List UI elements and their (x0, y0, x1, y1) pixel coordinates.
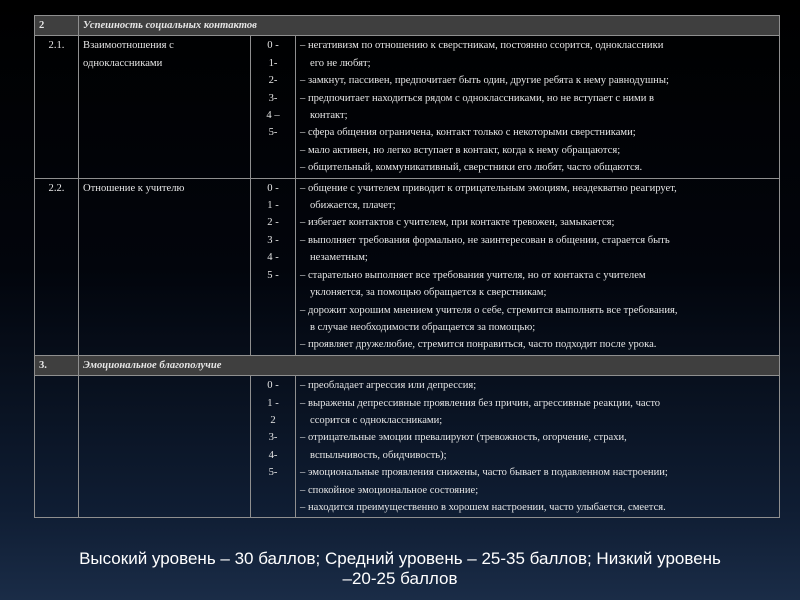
description-line: – негативизм по отношению к сверстникам, постоянно ссорится, одноклассники (300, 40, 664, 52)
table-row (35, 178, 780, 355)
description-list (296, 376, 780, 518)
description-list (296, 36, 780, 178)
section-title: Успешность социальных контактов (79, 16, 780, 36)
score-label: 1 - (267, 200, 279, 212)
row-number (35, 376, 79, 518)
description-line: уклоняется, за помощью обращается к сверстникам; (310, 287, 547, 299)
score-label: 0 - (267, 380, 279, 392)
section-number: 2 (35, 16, 79, 36)
description-line: – проявляет дружелюбие, стремится понравиться, часто подходит после урока. (300, 339, 657, 351)
row-criterion (79, 376, 251, 518)
score-label: 0 - (267, 182, 279, 194)
description-line: – выполняет требования формально, не заинтересован в общении, старается быть (300, 234, 670, 246)
score-label: 2 - (267, 217, 279, 229)
row-number: 2.1. (35, 36, 79, 178)
section-header (35, 355, 780, 375)
description-line: – эмоциональные проявления снижены, часто бывает в подавленном настроении; (300, 467, 668, 479)
score-label: 2 (270, 414, 276, 426)
description-line: – предпочитает находиться рядом с одноклассниками, но не вступает с ними в (300, 92, 655, 104)
section-header (35, 16, 780, 36)
score-label: 5 - (267, 269, 279, 281)
description-line: – дорожит хорошим мнением учителя о себе, стремится выполнять все требования, (300, 304, 678, 316)
description-line: – сфера общения ограничена, контакт только с некоторыми сверстниками; (300, 127, 636, 139)
description-line: контакт; (310, 110, 348, 122)
assessment-table (34, 15, 780, 518)
score-label: 5- (268, 467, 278, 479)
description-line: – замкнут, пассивен, предпочитает быть один, другие ребята к нему равнодушны; (300, 75, 669, 87)
description-line: – отрицательные эмоции превалируют (тревожность, огорчение, страхи, (300, 432, 627, 444)
description-line: обижается, плачет; (310, 200, 396, 212)
score-list (251, 376, 296, 518)
score-label: 1- (268, 57, 278, 69)
score-label: 3- (268, 92, 278, 104)
description-line: – избегает контактов с учителем, при контакте тревожен, замыкается; (300, 217, 615, 229)
table-row (35, 376, 780, 518)
scoring-summary (20, 549, 780, 589)
score-label: 2- (268, 75, 278, 87)
description-line: – спокойное эмоциональное состояние; (300, 484, 479, 496)
score-label: 1 - (267, 397, 279, 409)
description-line: – выражены депрессивные проявления без причин, агрессивные реакции, часто (300, 397, 661, 409)
description-line: – общительный, коммуникативный, сверстники его любят, часто общаются. (300, 162, 643, 174)
score-label: 4 - (267, 252, 279, 264)
scoring-summary-line: –20-25 баллов (342, 569, 458, 588)
row-criterion: Отношение к учителю (79, 178, 251, 355)
description-line: – общение с учителем приводит к отрицательным эмоциям, неадекватно реагирует, (300, 182, 677, 194)
score-label: 3- (268, 432, 278, 444)
row-criterion: Взаимоотношения с одноклассниками (79, 36, 251, 178)
description-list (296, 178, 780, 355)
score-label: 4 – (266, 110, 280, 122)
score-label: 0 - (267, 40, 279, 52)
description-line: ссорится с одноклассниками; (310, 414, 443, 426)
description-line: незаметным; (310, 252, 368, 264)
score-list (251, 36, 296, 178)
table-row (35, 36, 780, 178)
description-line: – мало активен, но легко вступает в контакт, когда к нему обращаются; (300, 144, 621, 156)
score-list (251, 178, 296, 355)
score-label: 5- (268, 127, 278, 139)
score-label: 3 - (267, 234, 279, 246)
row-number: 2.2. (35, 178, 79, 355)
scoring-summary-line: Высокий уровень – 30 баллов; Средний уровень – 25-35 баллов; Низкий уровень (79, 549, 721, 568)
section-title: Эмоциональное благополучие (79, 355, 780, 375)
description-line: вспыльчивость, обидчивость); (310, 449, 447, 461)
score-label: 4- (268, 449, 278, 461)
description-line: – находится преимущественно в хорошем настроении, часто улыбается, смеется. (300, 501, 666, 513)
description-line: – старательно выполняет все требования учителя, но от контакта с учителем (300, 269, 646, 281)
section-number: 3. (35, 355, 79, 375)
description-line: – преобладает агрессия или депрессия; (300, 380, 477, 392)
description-line: его не любят; (310, 57, 371, 69)
description-line: в случае необходимости обращается за помощью; (310, 321, 536, 333)
